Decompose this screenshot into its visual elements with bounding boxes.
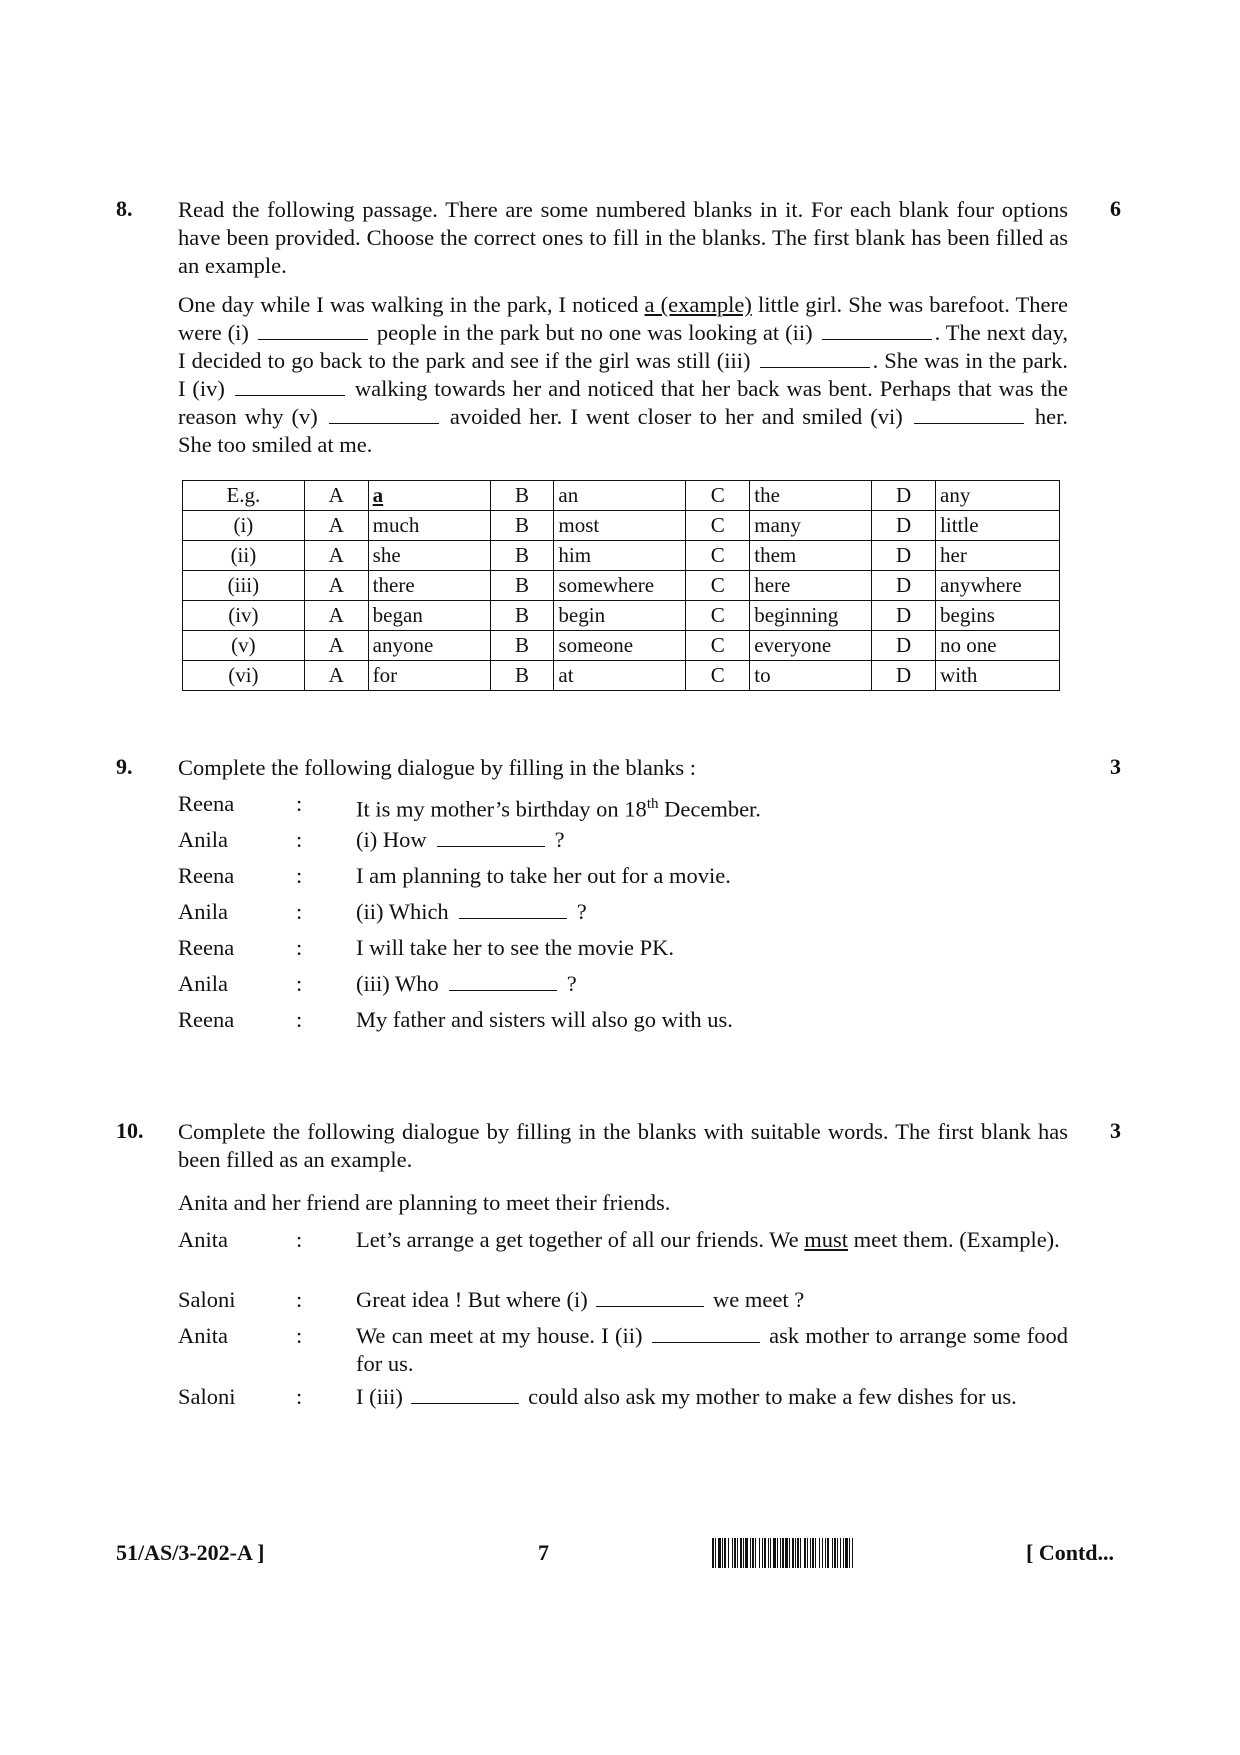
option-letter: B	[490, 601, 554, 631]
option-letter: C	[686, 631, 750, 661]
blank-vi[interactable]	[914, 422, 1024, 424]
option-letter: C	[686, 481, 750, 511]
option-word[interactable]: anyone	[368, 631, 490, 661]
table-row	[183, 541, 1060, 571]
text-part: we meet ?	[713, 1287, 805, 1312]
text-part: Let’s arrange a get together of all our friends. We	[356, 1227, 799, 1252]
question-mark: ?	[554, 827, 565, 852]
row-label: (v)	[183, 631, 305, 661]
passage-text: . The next day, I decided to go back to the park and see if the girl was still (iii)	[178, 320, 1069, 373]
option-word[interactable]: most	[554, 511, 686, 541]
option-word[interactable]: for	[368, 661, 490, 691]
option-letter: D	[872, 541, 936, 571]
dialogue-line	[178, 1286, 1068, 1316]
colon: :	[296, 1384, 303, 1409]
q8-marks: 6	[1110, 196, 1121, 221]
dialogue-text: I am planning to take her out for a movie.	[356, 863, 731, 888]
speaker-name: Reena	[178, 1007, 235, 1032]
text-part: ask mother to arrange some food for us.	[356, 1323, 1068, 1376]
row-label: (ii)	[183, 541, 305, 571]
dialogue-text	[356, 1383, 1068, 1411]
option-letter: B	[490, 511, 554, 541]
speaker-name: Anila	[178, 899, 228, 924]
option-letter: A	[304, 511, 368, 541]
answer-blank[interactable]	[459, 917, 567, 919]
option-letter: C	[686, 511, 750, 541]
option-word[interactable]: her	[936, 541, 1060, 571]
option-word[interactable]: any	[936, 481, 1060, 511]
passage-example: a (example)	[644, 292, 752, 317]
option-letter: B	[490, 541, 554, 571]
option-word[interactable]: someone	[554, 631, 686, 661]
option-word[interactable]: begins	[936, 601, 1060, 631]
colon: :	[296, 1227, 303, 1252]
options-table	[182, 480, 1060, 691]
dialogue-line	[178, 970, 1068, 1000]
row-label: (i)	[183, 511, 305, 541]
colon: :	[296, 899, 303, 924]
option-word[interactable]: with	[936, 661, 1060, 691]
speaker-name: Anita	[178, 1227, 228, 1252]
speaker-name: Anila	[178, 827, 228, 852]
colon: :	[296, 863, 303, 888]
dialogue-line	[178, 898, 1068, 928]
option-word[interactable]: little	[936, 511, 1060, 541]
speaker-name: Reena	[178, 863, 235, 888]
option-word[interactable]: there	[368, 571, 490, 601]
table-row	[183, 511, 1060, 541]
superscript: th	[646, 796, 659, 812]
blank-ii[interactable]	[822, 338, 932, 340]
option-letter: D	[872, 511, 936, 541]
option-word[interactable]: him	[554, 541, 686, 571]
question-prefix: (iii) Who	[356, 971, 439, 996]
option-word[interactable]: to	[750, 661, 872, 691]
option-letter: B	[490, 631, 554, 661]
answer-blank[interactable]	[596, 1305, 704, 1307]
option-word[interactable]: them	[750, 541, 872, 571]
option-word[interactable]: many	[750, 511, 872, 541]
barcode	[712, 1538, 1016, 1568]
option-letter: A	[304, 631, 368, 661]
option-word[interactable]: anywhere	[936, 571, 1060, 601]
dialogue-line	[178, 862, 1068, 892]
colon: :	[296, 1007, 303, 1032]
row-label: (iv)	[183, 601, 305, 631]
question-mark: ?	[566, 971, 577, 996]
passage-text: little girl. She was barefoot. There were (i)	[178, 292, 1069, 345]
blank-i[interactable]	[258, 338, 368, 340]
option-letter: C	[686, 601, 750, 631]
dialogue-text	[356, 1286, 1068, 1314]
option-word[interactable]: beginning	[750, 601, 872, 631]
option-letter: A	[304, 541, 368, 571]
option-word[interactable]: begin	[554, 601, 686, 631]
speaker-name: Saloni	[178, 1384, 236, 1409]
answer-blank[interactable]	[411, 1402, 519, 1404]
q9-marks: 3	[1110, 754, 1121, 779]
q10-marks: 3	[1110, 1118, 1121, 1143]
option-letter: C	[686, 571, 750, 601]
table-row	[183, 631, 1060, 661]
speaker-name: Anila	[178, 971, 228, 996]
text-part: meet them. (Example).	[853, 1227, 1060, 1252]
question-mark: ?	[576, 899, 587, 924]
question-prefix: (ii) Which	[356, 899, 449, 924]
dialogue-line	[178, 934, 1068, 964]
passage-text: people in the park but no one was looking at (ii)	[376, 320, 813, 345]
answer-blank[interactable]	[652, 1341, 760, 1343]
option-word[interactable]: a	[368, 481, 490, 511]
text-part: could also ask my mother to make a few dishes for us.	[528, 1384, 1017, 1409]
dialogue-text: I will take her to see the movie PK.	[356, 935, 675, 960]
option-letter: D	[872, 631, 936, 661]
option-letter: B	[490, 571, 554, 601]
text-part: It is my mother’s birthday on 18	[356, 796, 647, 822]
blank-iv[interactable]	[235, 394, 345, 396]
contd-label: [ Contd...	[1026, 1540, 1115, 1565]
option-letter: A	[304, 571, 368, 601]
option-word[interactable]: the	[750, 481, 872, 511]
option-letter: D	[872, 571, 936, 601]
row-label: (vi)	[183, 661, 305, 691]
answer-blank[interactable]	[437, 845, 545, 847]
table-row	[183, 661, 1060, 691]
colon: :	[296, 1323, 303, 1348]
q10-number: 10.	[116, 1118, 144, 1143]
option-letter: C	[686, 661, 750, 691]
question-prefix: (i) How	[356, 827, 427, 852]
colon: :	[296, 935, 303, 960]
option-letter: D	[872, 481, 936, 511]
dialogue-text	[356, 898, 1240, 926]
q8-instruction: Read the following passage. There are some numbered blanks in it. For each blank four options have been provided. Choose the correct ones to fill in the blanks. The first blank has been filled as an example.	[178, 197, 1068, 278]
q10-instruction: Complete the following dialogue by filling in the blanks with suitable words. The first blank has been filled as an example.	[178, 1119, 1068, 1172]
option-word[interactable]: she	[368, 541, 490, 571]
dialogue-line	[178, 1006, 1068, 1036]
dialogue-line	[178, 1322, 1068, 1380]
passage-text: avoided her. I went closer to her and smiled (vi)	[449, 404, 903, 429]
paper-code: 51/AS/3-202-A ]	[116, 1540, 265, 1565]
barcode-bar	[853, 1538, 855, 1568]
option-letter: A	[304, 601, 368, 631]
option-letter: A	[304, 661, 368, 691]
passage-text: One day while I was walking in the park, I noticed	[178, 292, 639, 317]
colon: :	[296, 971, 303, 996]
option-letter: B	[490, 481, 554, 511]
colon: :	[296, 791, 303, 816]
option-word[interactable]: an	[554, 481, 686, 511]
example-answer: must	[804, 1227, 848, 1252]
q9-number: 9.	[116, 754, 133, 779]
text-part: I (iii)	[356, 1384, 403, 1409]
passage-text: walking towards her and noticed that her back was bent. Perhaps that was the reason why (v)	[178, 376, 1069, 429]
dialogue-line	[178, 1383, 1068, 1441]
option-word[interactable]: no one	[936, 631, 1060, 661]
option-letter: A	[304, 481, 368, 511]
option-word[interactable]: somewhere	[554, 571, 686, 601]
answer-blank[interactable]	[449, 989, 557, 991]
option-word[interactable]: began	[368, 601, 490, 631]
speaker-name: Anita	[178, 1323, 228, 1348]
colon: :	[296, 1287, 303, 1312]
table-row	[183, 481, 1060, 511]
passage-text: her. She too smiled at me.	[178, 404, 1068, 457]
dialogue-text	[356, 970, 1240, 998]
row-label: E.g.	[183, 481, 305, 511]
dialogue-line	[178, 1226, 1068, 1284]
speaker-name: Reena	[178, 935, 235, 960]
text-part: December.	[658, 796, 761, 822]
blank-v[interactable]	[329, 422, 439, 424]
dialogue-text: My father and sisters will also go with us.	[356, 1007, 733, 1032]
q10-context: Anita and her friend are planning to meet their friends.	[178, 1190, 671, 1215]
dialogue-text	[356, 826, 1240, 854]
speaker-name: Reena	[178, 791, 235, 816]
q8-passage	[178, 291, 1068, 459]
speaker-name: Saloni	[178, 1287, 236, 1312]
blank-iii[interactable]	[760, 366, 870, 368]
dialogue-text	[356, 1226, 1068, 1254]
option-letter: B	[490, 661, 554, 691]
table-row	[183, 601, 1060, 631]
dialogue-line	[178, 826, 1068, 856]
table-row	[183, 571, 1060, 601]
option-word[interactable]: much	[368, 511, 490, 541]
option-letter: C	[686, 541, 750, 571]
passage-text: . She was in the park. I (iv)	[178, 348, 1068, 401]
option-word[interactable]: everyone	[750, 631, 872, 661]
option-word[interactable]: here	[750, 571, 872, 601]
dialogue-line	[178, 790, 1068, 820]
page-number: 7	[538, 1540, 549, 1565]
text-part: Great idea ! But where (i)	[356, 1287, 588, 1312]
colon: :	[296, 827, 303, 852]
dialogue-text	[356, 1322, 1068, 1378]
q8-number: 8.	[116, 196, 133, 221]
option-letter: D	[872, 601, 936, 631]
option-word[interactable]: at	[554, 661, 686, 691]
option-letter: D	[872, 661, 936, 691]
row-label: (iii)	[183, 571, 305, 601]
dialogue-text	[356, 790, 1240, 824]
text-part: We can meet at my house. I (ii)	[356, 1323, 643, 1348]
q9-instruction: Complete the following dialogue by filling in the blanks :	[178, 755, 697, 780]
